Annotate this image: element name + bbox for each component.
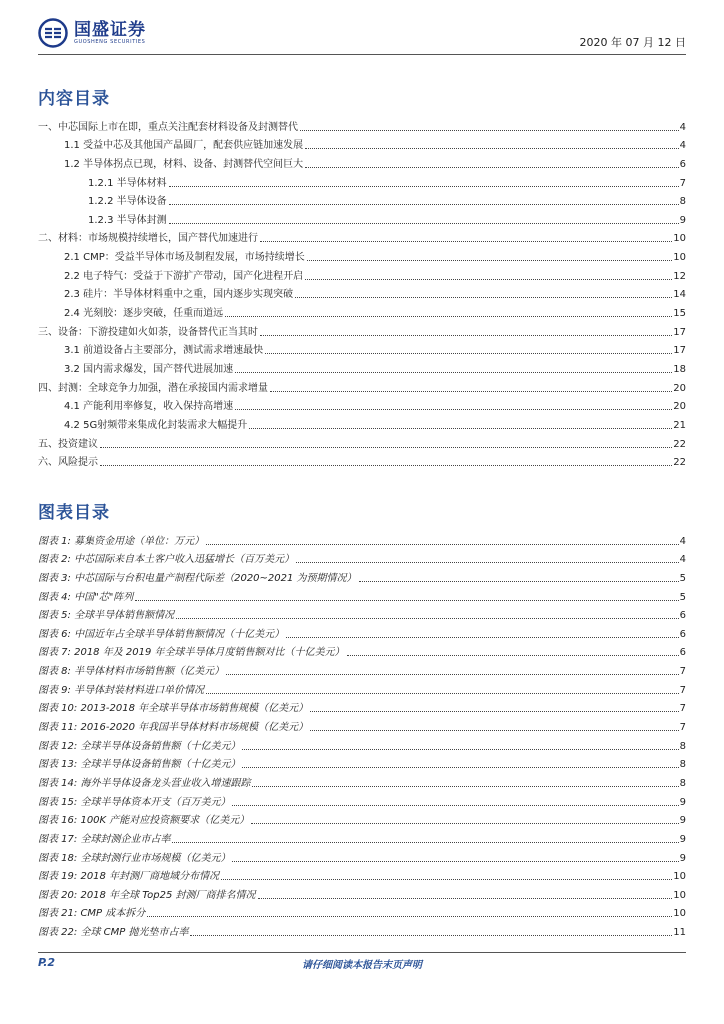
dot-leader — [305, 148, 679, 149]
dot-leader — [226, 674, 679, 675]
dot-leader — [265, 353, 672, 354]
figure-entry[interactable] — [38, 902, 686, 921]
figure-entry[interactable] — [38, 622, 686, 641]
dot-leader — [300, 130, 679, 131]
entry-title: 2.4 光刻胶：逐步突破，任重而道远 — [64, 308, 224, 320]
dot-leader — [225, 316, 672, 317]
entry-title: 2.1 CMP：受益半导体市场及制程发展，市场持续增长 — [64, 252, 305, 264]
entry-title: 4.2 5G射频带来集成化封装需求大幅提升 — [64, 419, 248, 431]
entry-title: 1.2.3 半导体封测 — [88, 214, 167, 226]
entry-title: 1.2.1 半导体材料 — [88, 177, 167, 189]
logo-name-cn: 国盛证券 — [74, 19, 146, 40]
entry-title: 图表 6: 中国近年占全球半导体销售额情况（十亿美元） — [38, 628, 285, 640]
entry-title: 2.3 硅片：半导体材料重中之重，国内逐步实现突破 — [64, 289, 294, 301]
dot-leader — [305, 167, 679, 168]
toc-entry[interactable] — [38, 413, 686, 432]
dot-leader — [286, 637, 679, 638]
entry-page: 9 — [679, 833, 686, 845]
figure-entry[interactable] — [38, 920, 686, 939]
figure-entry[interactable] — [38, 678, 686, 697]
dot-leader — [242, 749, 678, 750]
figure-entry[interactable] — [38, 529, 686, 548]
figure-entry[interactable] — [38, 548, 686, 567]
entry-page: 11 — [673, 927, 686, 939]
entry-title: 图表 9: 半导体封装材料进口单价情况 — [38, 684, 205, 696]
toc-entry[interactable] — [38, 432, 686, 451]
entry-title: 三、设备：下游投建如火如荼，设备替代正当其时 — [38, 326, 258, 338]
entry-page: 4 — [679, 535, 686, 547]
entry-title: 图表 14: 海外半导体设备龙头营业收入增速跟踪 — [38, 777, 251, 789]
toc-entry[interactable] — [38, 376, 686, 395]
figure-entry[interactable] — [38, 585, 686, 604]
entry-page: 6 — [679, 628, 686, 640]
entry-title: 图表 1: 募集资金用途（单位：万元） — [38, 535, 205, 547]
dot-leader — [295, 297, 672, 298]
entry-title: 图表 13: 全球半导体设备销售额（十亿美元） — [38, 759, 241, 771]
figure-entry[interactable] — [38, 734, 686, 753]
dot-leader — [310, 711, 678, 712]
entry-title: 3.2 国内需求爆发，国产替代进展加速 — [64, 363, 234, 375]
dot-leader — [206, 544, 679, 545]
dot-leader — [100, 465, 672, 466]
entry-page: 22 — [673, 457, 686, 469]
dot-leader — [260, 335, 672, 336]
entry-title: 图表 10: 2013-2018 年全球半导体市场销售规模（亿美元） — [38, 703, 309, 715]
dot-leader — [232, 861, 678, 862]
entry-page: 8 — [679, 196, 686, 208]
entry-page: 12 — [673, 270, 686, 282]
toc-entry[interactable] — [38, 227, 686, 246]
entry-title: 图表 15: 全球半导体资本开支（百万美元） — [38, 796, 231, 808]
page-header — [38, 18, 686, 52]
toc-entry[interactable] — [38, 320, 686, 339]
toc-entry[interactable] — [38, 208, 686, 227]
contents-title: 内容目录 — [38, 89, 110, 109]
logo-icon — [38, 18, 68, 48]
entry-page: 8 — [679, 759, 686, 771]
entry-title: 一、中芯国际上市在即，重点关注配套材料设备及封测替代 — [38, 121, 298, 133]
entry-page: 10 — [673, 233, 686, 245]
figure-entry[interactable] — [38, 809, 686, 828]
entry-page: 9 — [679, 796, 686, 808]
toc-entry[interactable] — [38, 283, 686, 302]
toc-entry[interactable] — [38, 134, 686, 153]
dot-leader — [242, 767, 678, 768]
header-rule — [38, 54, 686, 55]
dot-leader — [305, 279, 672, 280]
dot-leader — [135, 600, 678, 601]
entry-title: 图表 2: 中芯国际来自本土客户收入迅猛增长（百万美元） — [38, 554, 295, 566]
company-logo — [38, 18, 146, 48]
figure-entry[interactable] — [38, 697, 686, 716]
entry-page: 7 — [679, 722, 686, 734]
dot-leader — [347, 655, 679, 656]
entry-page: 7 — [679, 666, 686, 678]
entry-page: 10 — [673, 889, 686, 901]
toc-entry[interactable] — [38, 190, 686, 209]
dot-leader — [206, 693, 679, 694]
toc-entry[interactable] — [38, 171, 686, 190]
figure-entry[interactable] — [38, 659, 686, 678]
figure-entry[interactable] — [38, 827, 686, 846]
dot-leader — [190, 935, 672, 936]
entry-page: 6 — [679, 647, 686, 659]
toc-entry[interactable] — [38, 245, 686, 264]
figure-entry[interactable] — [38, 771, 686, 790]
toc-entry[interactable] — [38, 357, 686, 376]
entry-title: 图表 11: 2016-2020 年我国半导体材料市场规模（亿美元） — [38, 722, 309, 734]
entry-title: 图表 21: CMP 成本拆分 — [38, 908, 146, 920]
entry-title: 图表 8: 半导体材料市场销售额（亿美元） — [38, 666, 225, 678]
contents-list — [38, 115, 686, 469]
entry-page: 21 — [673, 419, 686, 431]
dot-leader — [169, 186, 679, 187]
entry-title: 图表 16: 100K 产能对应投资额要求（亿美元） — [38, 815, 250, 827]
entry-page: 5 — [679, 572, 686, 584]
entry-page: 20 — [673, 382, 686, 394]
entry-page: 4 — [679, 140, 686, 152]
entry-title: 图表 5: 全球半导体销售额情况 — [38, 610, 175, 622]
entry-title: 图表 18: 全球封测行业市场规模（亿美元） — [38, 852, 231, 864]
toc-entry[interactable] — [38, 264, 686, 283]
toc-entry[interactable] — [38, 301, 686, 320]
toc-entry[interactable] — [38, 115, 686, 134]
entry-page: 10 — [673, 908, 686, 920]
dot-leader — [251, 823, 678, 824]
figure-entry[interactable] — [38, 790, 686, 809]
dot-leader — [258, 898, 673, 899]
toc-entry[interactable] — [38, 451, 686, 470]
entry-title: 二、材料：市场规模持续增长，国产替代加速进行 — [38, 233, 258, 245]
figure-entry[interactable] — [38, 753, 686, 772]
entry-page: 5 — [679, 591, 686, 603]
entry-page: 10 — [673, 871, 686, 883]
dot-leader — [232, 805, 678, 806]
figures-title: 图表目录 — [38, 503, 110, 523]
disclaimer-note: 请仔细阅读本报告末页声明 — [302, 960, 422, 971]
entry-title: 图表 19: 2018 年封测厂商地域分布情况 — [38, 871, 220, 883]
entry-title: 图表 7: 2018 年及 2019 年全球半导体月度销售额对比（十亿美元） — [38, 647, 345, 659]
entry-title: 1.1 受益中芯及其他国产晶圆厂，配套供应链加速发展 — [64, 140, 304, 152]
figure-entry[interactable] — [38, 604, 686, 623]
figures-list — [38, 529, 686, 939]
entry-page: 9 — [679, 214, 686, 226]
entry-title: 4.1 产能利用率修复，收入保持高增速 — [64, 401, 234, 413]
entry-title: 图表 20: 2018 年全球 Top25 封测厂商排名情况 — [38, 889, 256, 901]
logo-name-en: GUOSHENG SECURITIES — [74, 38, 146, 45]
entry-title: 图表 17: 全球封测企业市占率 — [38, 833, 171, 845]
entry-page: 4 — [679, 554, 686, 566]
entry-title: 六、风险提示 — [38, 457, 98, 469]
entry-page: 8 — [679, 740, 686, 752]
entry-title: 图表 3: 中芯国际与台积电量产制程代际差（2020~2021 为预期情况） — [38, 572, 357, 584]
entry-page: 6 — [679, 158, 686, 170]
figure-entry[interactable] — [38, 715, 686, 734]
toc-entry[interactable] — [38, 152, 686, 171]
entry-page: 6 — [679, 610, 686, 622]
entry-title: 图表 22: 全球 CMP 抛光垫市占率 — [38, 927, 189, 939]
entry-page: 7 — [679, 703, 686, 715]
dot-leader — [147, 916, 672, 917]
report-date: 2020 年 07 月 12 日 — [579, 36, 686, 49]
entry-page: 17 — [673, 345, 686, 357]
entry-page: 20 — [673, 401, 686, 413]
entry-page: 7 — [679, 177, 686, 189]
entry-title: 图表 4: 中国"芯"阵列 — [38, 591, 134, 603]
entry-page: 9 — [679, 815, 686, 827]
dot-leader — [307, 260, 673, 261]
dot-leader — [100, 447, 672, 448]
entry-page: 4 — [679, 121, 686, 133]
entry-page: 14 — [673, 289, 686, 301]
footer-rule — [38, 952, 686, 953]
dot-leader — [221, 879, 672, 880]
figure-entry[interactable] — [38, 566, 686, 585]
dot-leader — [359, 581, 679, 582]
entry-page: 10 — [673, 252, 686, 264]
figure-entry[interactable] — [38, 865, 686, 884]
entry-page: 18 — [673, 363, 686, 375]
dot-leader — [169, 223, 679, 224]
entry-page: 22 — [673, 438, 686, 450]
figure-entry[interactable] — [38, 883, 686, 902]
toc-entry[interactable] — [38, 339, 686, 358]
entry-title: 3.1 前道设备占主要部分，测试需求增速最快 — [64, 345, 264, 357]
entry-title: 1.2 半导体拐点已现，材料、设备、封测替代空间巨大 — [64, 158, 304, 170]
dot-leader — [296, 562, 679, 563]
entry-page: 15 — [673, 308, 686, 320]
entry-title: 图表 12: 全球半导体设备销售额（十亿美元） — [38, 740, 241, 752]
dot-leader — [172, 842, 678, 843]
entry-title: 四、封测：全球竞争力加强，潜在承接国内需求增量 — [38, 382, 268, 394]
toc-entry[interactable] — [38, 395, 686, 414]
entry-title: 2.2 电子特气：受益于下游扩产带动，国产化进程开启 — [64, 270, 304, 282]
entry-page: 8 — [679, 777, 686, 789]
dot-leader — [169, 204, 679, 205]
dot-leader — [249, 428, 672, 429]
page-number: P.2 — [38, 956, 56, 969]
figure-entry[interactable] — [38, 846, 686, 865]
dot-leader — [235, 409, 672, 410]
dot-leader — [176, 618, 679, 619]
dot-leader — [235, 372, 672, 373]
entry-title: 1.2.2 半导体设备 — [88, 196, 167, 208]
figure-entry[interactable] — [38, 641, 686, 660]
entry-page: 7 — [679, 684, 686, 696]
entry-page: 17 — [673, 326, 686, 338]
entry-page: 9 — [679, 852, 686, 864]
dot-leader — [260, 241, 672, 242]
dot-leader — [310, 730, 678, 731]
dot-leader — [252, 786, 678, 787]
entry-title: 五、投资建议 — [38, 438, 98, 450]
dot-leader — [270, 391, 672, 392]
